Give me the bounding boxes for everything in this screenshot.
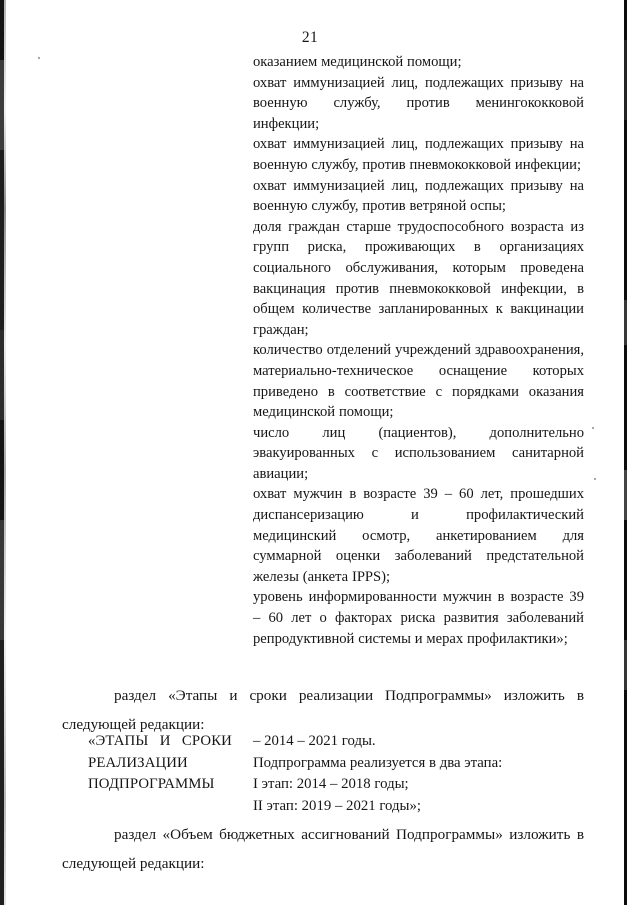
definition-value: I этап: 2014 – 2018 годы; <box>253 776 409 793</box>
definition-label: «ЭТАПЫ И СРОКИ <box>88 733 232 749</box>
budget-paragraph: раздел «Объем бюджетных ассигнований Подпрограммы» изложить в следующей редакции: <box>62 826 584 872</box>
definition-row <box>88 753 588 775</box>
definition-value: II этап: 2019 – 2021 годы»; <box>253 797 421 814</box>
definition-label: РЕАЛИЗАЦИИ <box>88 754 188 771</box>
definition-value: Подпрограмма реализуется в два этапа: <box>253 754 503 771</box>
list-item: охват иммунизацией лиц, подлежащих призыву на военную службу, против менингококковой инфекции; <box>253 74 584 132</box>
page-number: 21 <box>301 29 319 46</box>
list-item: охват иммунизацией лиц, подлежащих призыву на военную службу, против пневмококковой инфекции; <box>253 136 584 173</box>
list-item: охват мужчин в возрасте 39 – 60 лет, прошедших диспансеризацию и профилактический медицинский осмотр, анкетированием для суммарной оценки заболеваний предстательной железы (анкета IPPS); <box>253 486 584 585</box>
list-item: количество отделений учреждений здравоохранения, материально-техническое оснащение которых приведено в соответствие с порядками оказания медицинской помощи; <box>253 342 584 421</box>
scan-speck <box>38 57 40 59</box>
list-item: число лиц (пациентов), дополнительно эвакуированных с использованием санитарной авиации; <box>253 424 584 482</box>
stages-definition-block <box>88 731 588 817</box>
list-item: уровень информированности мужчин в возрасте 39 – 60 лет о факторах риска развития заболеваний репродуктивной системы и мерах профилактики»; <box>253 589 584 647</box>
list-item: доля граждан старше трудоспособного возраста из групп риска, проживающих в организациях социального обслуживания, которым проведена вакцинация против пневмококковой инфекции, в общем количестве запланированных к вакцинации граждан; <box>253 218 584 338</box>
scan-speck <box>592 427 594 429</box>
definition-row <box>88 796 588 818</box>
definition-value: – 2014 – 2021 годы. <box>253 733 376 749</box>
scan-speck <box>594 478 596 480</box>
definition-row <box>88 731 588 753</box>
scan-margin-right <box>627 0 640 905</box>
list-item: охват иммунизацией лиц, подлежащих призыву на военную службу, против ветряной оспы; <box>253 177 584 215</box>
definition-label: ПОДПРОГРАММЫ <box>88 776 215 793</box>
definition-row <box>88 774 588 796</box>
list-item: оказанием медицинской помощи; <box>253 54 462 70</box>
scan-edge-left-shadow <box>4 0 6 905</box>
indicators-list <box>253 52 584 649</box>
stages-paragraph: раздел «Этапы и сроки реализации Подпрограммы» изложить в следующей редакции: <box>62 687 584 733</box>
